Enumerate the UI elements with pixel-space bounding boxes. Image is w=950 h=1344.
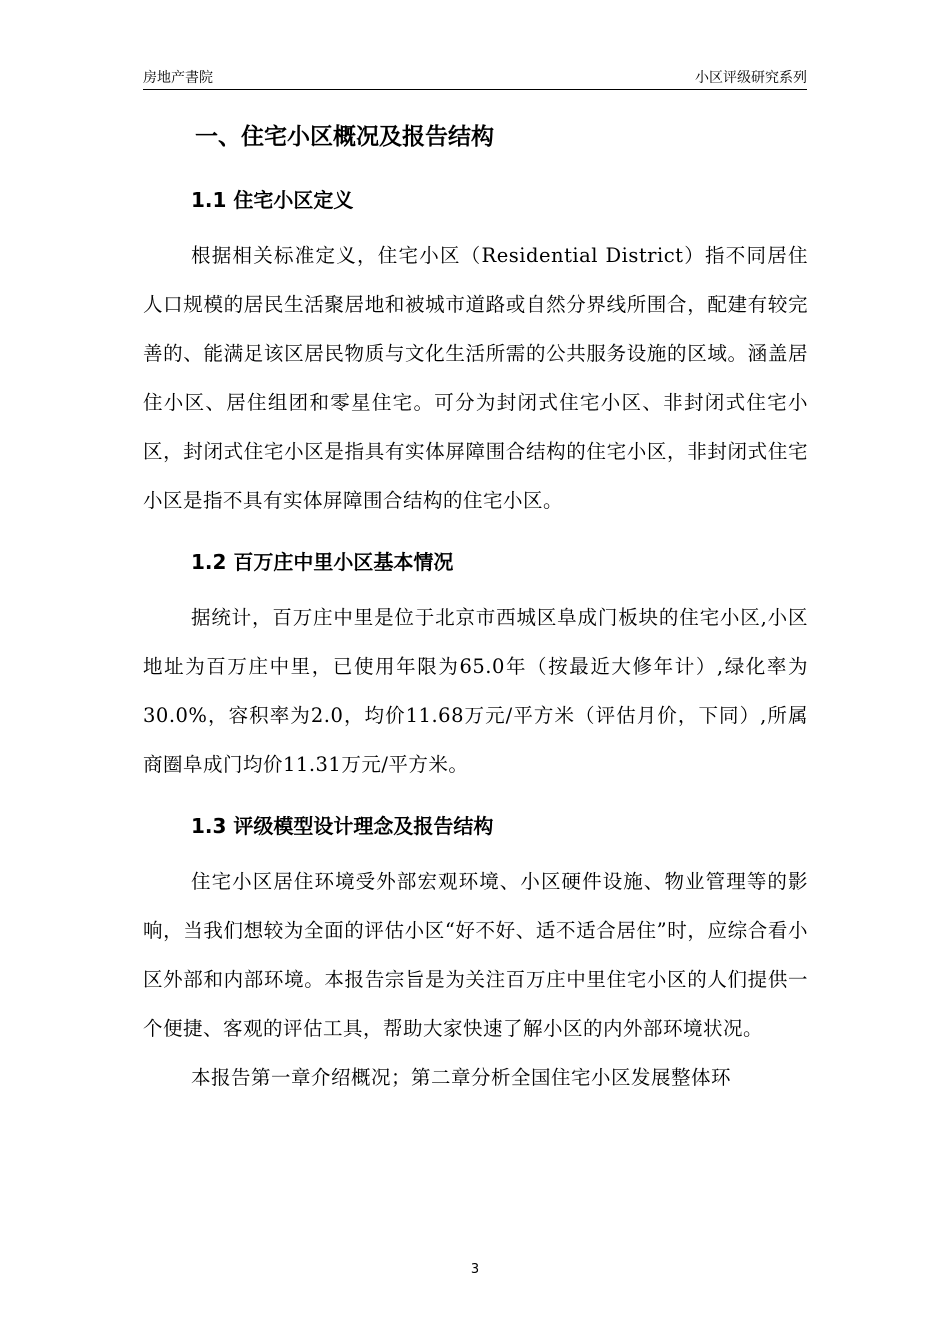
header-publisher: 房地产書院 (143, 70, 213, 86)
paragraph-model-design: 住宅小区居住环境受外部宏观环境、小区硬件设施、物业管理等的影响，当我们想较为全面的评估小区“好不好、适不适合居住”时，应综合看小区外部和内部环境。本报告宗旨是为关注百万庄中里住宅小区的人们提供一个便捷、客观的评估工具，帮助大家快速了解小区的内外部环境状况。 (143, 870, 808, 1040)
page-body (143, 110, 808, 1102)
header-series-title: 小区评级研究系列 (695, 70, 807, 86)
section-title-1-2: 1.2 百万庄中里小区基本情况 (191, 550, 454, 574)
page-header (143, 64, 807, 90)
section-title-1-1: 1.1 住宅小区定义 (191, 188, 354, 212)
chapter-title: 一、住宅小区概况及报告结构 (195, 124, 494, 150)
paragraph-report-structure: 本报告第一章介绍概况；第二章分析全国住宅小区发展整体环 (191, 1066, 732, 1089)
section-title-1-3: 1.3 评级模型设计理念及报告结构 (191, 814, 494, 838)
paragraph-definition: 根据相关标准定义，住宅小区（Residential District）指不同居住人口规模的居民生活聚居地和被城市道路或自然分界线所围合，配建有较完善的、能满足该区居民物质与文化生活所需的公共服务设施的区域。涵盖居住小区、居住组团和零星住宅。可分为封闭式住宅小区、非封闭式住宅小区，封闭式住宅小区是指具有实体屏障围合结构的住宅小区，非封闭式住宅小区是指不具有实体屏障围合结构的住宅小区。 (143, 244, 808, 512)
paragraph-basic-info: 据统计，百万庄中里是位于北京市西城区阜成门板块的住宅小区,小区地址为百万庄中里，已使用年限为65.0年（按最近大修年计）,绿化率为30.0%，容积率为2.0，均价11.68万元/平方米（评估月价，下同）,所属商圈阜成门均价11.31万元/平方米。 (143, 606, 808, 776)
page-number: 3 (470, 1262, 480, 1277)
